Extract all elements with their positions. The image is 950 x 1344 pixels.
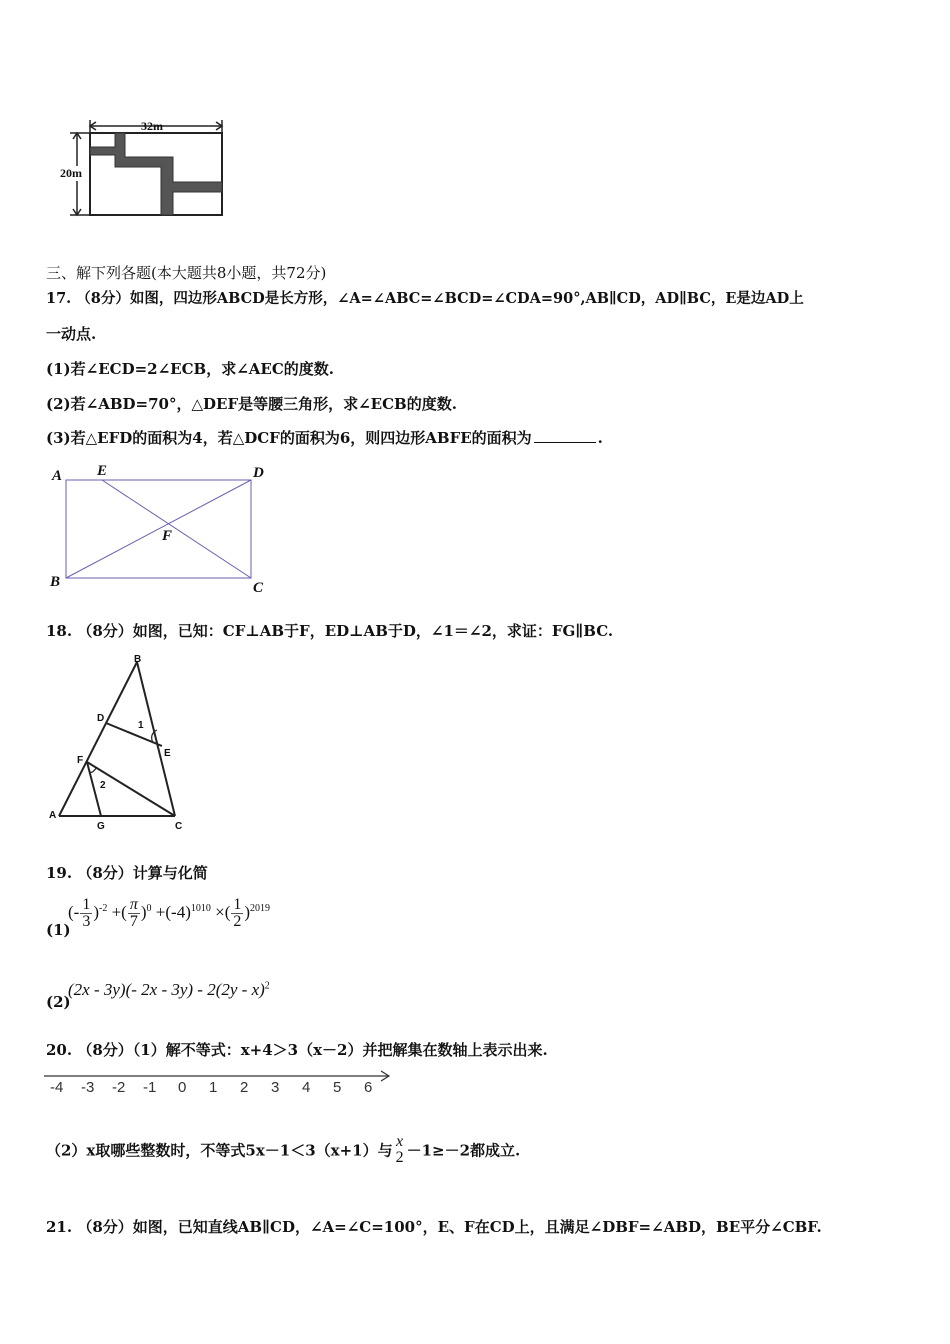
- q17-part3: [46, 427, 603, 448]
- label-D: D: [253, 465, 264, 481]
- fig18-label-F: F: [77, 755, 84, 766]
- tick-label: -2: [112, 1079, 126, 1096]
- label-B: B: [50, 574, 61, 590]
- q20-part2-text-a: （2）x取哪些整数时，不等式5x－1＜3（x+1）与: [46, 1141, 393, 1160]
- fraction-1-3: [80, 897, 92, 930]
- exponent: 2: [264, 980, 270, 992]
- fig18-label-1: 1: [138, 720, 144, 731]
- tick-label: -1: [143, 1079, 157, 1096]
- frac-den: 2: [395, 1149, 404, 1166]
- expression-body: (2x - 3y)(- 2x - 3y) - 2(2y - x): [68, 980, 265, 999]
- frac-num: x: [396, 1133, 404, 1150]
- tick-label: 5: [333, 1079, 342, 1096]
- fig18-label-A: A: [49, 810, 57, 821]
- q18-text: 18. （8分）如图，已知：CF⊥AB于F，ED⊥AB于D，∠1＝∠2，求证：FG∥BC.: [46, 622, 614, 640]
- q17-line1: 17. （8分）如图，四边形ABCD是长方形，∠A=∠ABC=∠BCD=∠CDA=90°,AB∥CD，AD∥BC，E是边AD上: [46, 290, 804, 307]
- q21-line1: 21. （8分）如图，已知直线AB∥CD，∠A=∠C=100°，E、F在CD上，且满足∠DBF=∠ABD，BE平分∠CBF.: [46, 1218, 822, 1236]
- tick-label: 3: [271, 1079, 280, 1096]
- fig18-label-C: C: [175, 821, 183, 832]
- paren-close: ): [140, 902, 147, 922]
- q20-part2: [46, 1134, 520, 1166]
- tick-label: -3: [81, 1079, 95, 1096]
- tick-label: 4: [302, 1079, 311, 1096]
- fig18-label-B: B: [134, 654, 142, 665]
- q17-part3-end: .: [597, 429, 603, 447]
- paren-close: ): [244, 902, 251, 922]
- fraction-x-2: [394, 1134, 406, 1166]
- q17-part2: (2)若∠ABD=70°，△DEF是等腰三角形，求∠ECB的度数.: [46, 395, 457, 413]
- exponent: 2019: [250, 902, 271, 914]
- height-label: 20m: [60, 166, 82, 180]
- q20-line1: 20. （8分）（1）解不等式：x+4＞3（x－2）并把解集在数轴上表示出来.: [46, 1041, 548, 1059]
- q19-title: 19. （8分）计算与化简: [46, 864, 208, 882]
- paren-close: ): [93, 902, 99, 922]
- label-A: A: [52, 468, 63, 484]
- q17-part1: (1)若∠ECD=2∠ECB，求∠AEC的度数.: [46, 360, 335, 378]
- frac-den: 3: [82, 913, 91, 930]
- answer-blank: [534, 442, 596, 443]
- exponent: -2: [99, 902, 108, 914]
- section-heading: 三、解下列各题(本大题共8小题，共72分): [46, 264, 327, 282]
- fraction-1-2: [231, 897, 243, 930]
- frac-num: 1: [82, 896, 91, 913]
- neg-four: +(-4): [155, 902, 191, 922]
- frac-num: π: [129, 896, 138, 913]
- tick-label: -4: [50, 1079, 64, 1096]
- q19-part2-label: (2): [46, 993, 71, 1011]
- q19-part2-expression: [68, 980, 270, 1000]
- number-line-ticks: [50, 1079, 390, 1099]
- exponent: 1010: [190, 902, 211, 914]
- times-paren: ×(: [215, 902, 231, 922]
- width-label: 32m: [141, 119, 163, 133]
- frac-den: 2: [233, 913, 242, 930]
- paren-open: (-: [68, 902, 80, 922]
- label-C: C: [253, 580, 264, 596]
- frac-num: 1: [233, 896, 242, 913]
- q19-part1-label: (1): [46, 921, 71, 939]
- label-E: E: [97, 463, 108, 479]
- q20-part2-text-b: －1≥－2都成立.: [406, 1141, 521, 1160]
- plus-paren: +(: [111, 902, 127, 922]
- q17-line2: 一动点.: [46, 325, 97, 343]
- label-F: F: [162, 528, 173, 544]
- q17-part3-text: (3)若△EFD的面积为4，若△DCF的面积为6，则四边形ABFE的面积为: [46, 429, 532, 447]
- fraction-pi-7: [128, 897, 140, 930]
- fig18-label-E: E: [164, 748, 171, 759]
- exponent: 0: [146, 902, 152, 914]
- fig18-label-2: 2: [100, 780, 106, 791]
- tick-label: 6: [364, 1079, 373, 1096]
- frac-den: 7: [129, 913, 138, 930]
- q19-part1-expression: [68, 897, 270, 930]
- tick-label: 2: [240, 1079, 249, 1096]
- fig18-label-D: D: [97, 713, 105, 724]
- tick-label: 0: [178, 1079, 187, 1096]
- tick-label: 1: [209, 1079, 218, 1096]
- fig18-label-G: G: [97, 821, 105, 832]
- triangle-abc-figure: [45, 650, 195, 835]
